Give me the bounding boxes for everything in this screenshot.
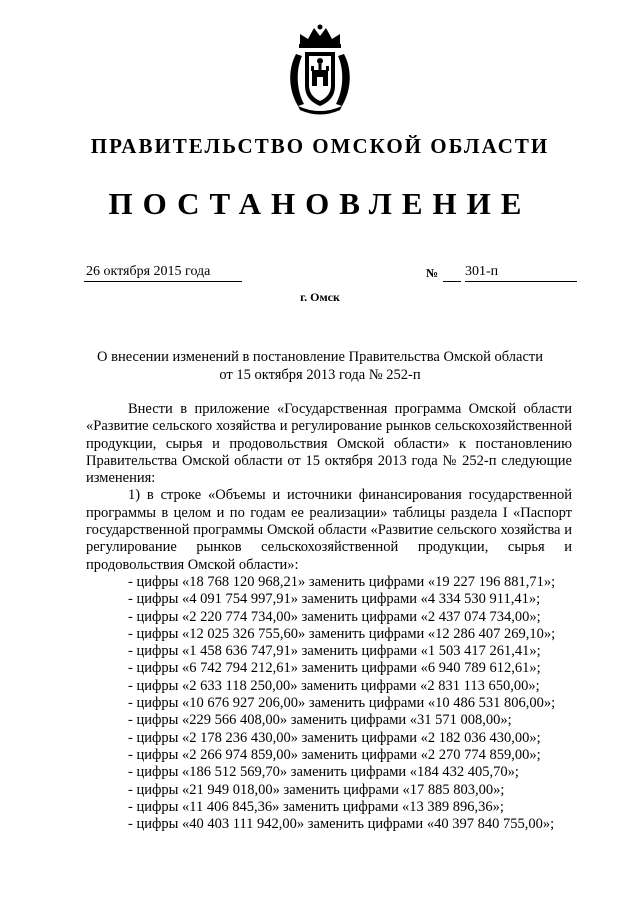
list-item: - цифры «229 566 408,00» заменить цифрами «31 571 008,00»; (128, 712, 512, 729)
item-1-paragraph: 1) в строке «Объемы и источники финансирования государственной программы в целом и по годам ее реализации» таблицы раздела I «Паспорт государственной программы Омской области «Развитие сельского хозяйства и регулирование рынков сельскохозяйственной продукции, сырья и продовольствия Омской области»: (86, 487, 572, 573)
list-item: - цифры «1 458 636 747,91» заменить цифрами «1 503 417 261,41»; (128, 643, 541, 660)
intro-paragraph: Внести в приложение «Государственная программа Омской области «Развитие сельского хозяйства и регулирование рынков сельскохозяйственной продукции, сырья и продовольствия Омской области» к постановлению Правительства Омской области от 15 октября 2013 года № 252-п следующие изменения: (86, 401, 572, 487)
government-title: ПРАВИТЕЛЬСТВО ОМСКОЙ ОБЛАСТИ (90, 134, 550, 158)
list-item: - цифры «2 633 118 250,00» заменить цифрами «2 831 113 650,00»; (128, 677, 540, 694)
document-city: г. Омск (300, 290, 340, 304)
list-item: - цифры «2 266 974 859,00» заменить цифрами «2 270 774 859,00»; (128, 746, 541, 763)
list-item: - цифры «2 178 236 430,00» заменить цифрами «2 182 036 430,00»; (128, 729, 541, 746)
document-body (86, 401, 572, 833)
document-number: 301-п (465, 263, 577, 282)
list-item: - цифры «11 406 845,36» заменить цифрами «13 389 896,36»; (128, 798, 504, 815)
list-item: - цифры «2 220 774 734,00» заменить цифрами «2 437 074 734,00»; (128, 608, 541, 625)
number-sign: № (426, 266, 439, 280)
list-item: - цифры «6 742 794 212,61» заменить цифрами «6 940 789 612,61»; (128, 660, 541, 677)
list-item: - цифры «4 091 754 997,91» заменить цифрами «4 334 530 911,41»; (128, 591, 541, 608)
document-subject (90, 348, 550, 384)
list-item: - цифры «40 403 111 942,00» заменить цифрами «40 397 840 755,00»; (128, 816, 555, 833)
subject-line-2: от 15 октября 2013 года № 252-п (219, 367, 421, 383)
list-item: - цифры «12 025 326 755,60» заменить цифрами «12 286 407 269,10»; (128, 625, 556, 642)
omsk-coat-of-arms-icon (286, 24, 354, 116)
changes-list (86, 574, 572, 833)
document-type-title: ПОСТАНОВЛЕНИЕ (108, 186, 532, 221)
list-item: - цифры «18 768 120 968,21» заменить цифрами «19 227 196 881,71»; (128, 573, 556, 590)
document-date: 26 октября 2015 года (84, 263, 242, 282)
list-item: - цифры «186 512 569,70» заменить цифрами «184 432 405,70»; (128, 764, 519, 781)
number-underline (443, 281, 461, 282)
list-item: - цифры «21 949 018,00» заменить цифрами «17 885 803,00»; (128, 781, 505, 798)
subject-line-1: О внесении изменений в постановление Правительства Омской области (97, 349, 543, 365)
list-item: - цифры «10 676 927 206,00» заменить цифрами «10 486 531 806,00»; (128, 695, 556, 712)
